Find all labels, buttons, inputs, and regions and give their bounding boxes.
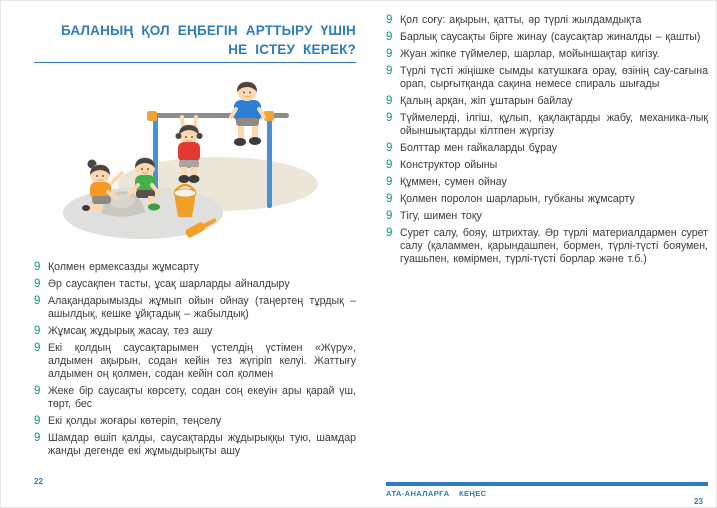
list-item: [386, 142, 708, 155]
list-item: [34, 261, 356, 274]
page-number-left: 22: [34, 477, 43, 486]
list-item-text: Екі қолдың саусақтарымен үстелдің үстімен «Жүру», алдымен ақырын, содан кейін тез жүгіріп келуі. Жаттығу алдымен оң қолмен, содан кейін сол қолмен: [48, 342, 356, 380]
list-item: [386, 112, 708, 138]
list-item-text: Болттар мен гайкаларды бұрау: [400, 142, 558, 154]
list-item-text: Әр саусақпен тасты, ұсақ шарларды айналдыру: [48, 278, 290, 290]
bullet-9-marker: 9: [386, 227, 393, 239]
list-item-text: Сурет салу, бояу, штрихтау. Әр түрлі материалдармен сурет салу (қаламмен, қарындашпен, бормен, түрлі-түсті бояумен, гуашьпен, көмірмен, түрлі-түсті борлар және т.б.): [400, 227, 708, 265]
list-item: [386, 210, 708, 223]
footer-rule: [386, 482, 708, 486]
bullet-9-marker: 9: [34, 385, 41, 397]
list-item-text: Алақандарымызды жұмып ойын ойнау (таңертең тұрдық – ашылдық, кешке ұйқтадық – жабылдық): [48, 295, 356, 320]
title-underline: [34, 62, 356, 63]
bullet-9-marker: 9: [34, 261, 41, 273]
bullet-9-marker: 9: [386, 159, 393, 171]
bullet-9-marker: 9: [386, 176, 393, 188]
bullet-9-marker: 9: [386, 193, 393, 205]
list-item: [386, 14, 708, 27]
list-item-text: Құммен, сумен ойнау: [400, 176, 507, 188]
list-item-text: Барлық саусақты бірге жинау (саусақтар жиналды – қашты): [400, 31, 701, 43]
list-item: [386, 48, 708, 61]
list-item: [34, 342, 356, 381]
page-number-right: 23: [694, 497, 703, 506]
list-item-text: Конструктор ойыны: [400, 159, 498, 171]
page-left: [34, 21, 356, 462]
list-item: [34, 415, 356, 428]
list-item-text: Екі қолды жоғары көтеріп, теңселу: [48, 415, 222, 427]
bullet-9-marker: 9: [386, 48, 393, 60]
list-item: [386, 95, 708, 108]
playground-scene-svg: [55, 80, 335, 250]
list-item: [386, 65, 708, 91]
list-item-text: Жұмсақ жұдырық жасау, тез ашу: [48, 325, 213, 337]
bullet-9-marker: 9: [386, 95, 393, 107]
list-item: [386, 176, 708, 189]
list-item-text: Қалың арқан, жіп ұштарын байлау: [400, 95, 573, 107]
activity-list-left: [34, 261, 356, 458]
bullet-9-marker: 9: [34, 325, 41, 337]
bullet-9-marker: 9: [34, 342, 41, 354]
list-item: [386, 31, 708, 44]
list-item-text: Жеке бір саусақты көрсету, содан соң екеуін ары қарай үш, төрт, бес: [48, 385, 356, 410]
list-item: [386, 159, 708, 172]
list-item: [34, 278, 356, 291]
boy-blue-on-bar: [231, 81, 264, 146]
list-item: [34, 432, 356, 458]
children-playground-illustration: [55, 80, 335, 250]
list-item-text: Түймелерді, ілгіш, құлып, қақлақтарды жабу, механика-лық ойыншықтарды кілтпен жүргізу: [400, 112, 708, 137]
bucket: [174, 185, 196, 217]
bullet-9-marker: 9: [386, 31, 393, 43]
bullet-9-marker: 9: [34, 295, 41, 307]
list-item-text: Тігу, шимен тоқу: [400, 210, 482, 222]
list-item-text: Қол соғу: ақырын, қатты, әр түрлі жылдамдықта: [400, 14, 642, 26]
list-item: [386, 227, 708, 266]
bullet-9-marker: 9: [34, 278, 41, 290]
list-item: [386, 193, 708, 206]
list-item: [34, 385, 356, 411]
list-item-text: Қолмен поролон шарларын, губканы жұмсарту: [400, 193, 635, 205]
list-item-text: Шамдар өшіп қалды, саусақтарды жұдырыққы тую, шамдар жанды дегенде екі жұмыдырықты ашу: [48, 432, 356, 457]
list-item: [34, 295, 356, 321]
bullet-9-marker: 9: [386, 65, 393, 77]
bullet-9-marker: 9: [386, 14, 393, 26]
page-title: БАЛАНЫҢ ҚОЛ ЕҢБЕГІН АРТТЫРУ ҮШІН НЕ ІСТЕУ КЕРЕК?: [60, 23, 356, 57]
bullet-9-marker: 9: [386, 142, 393, 154]
activity-list-right: [386, 14, 708, 266]
list-item-text: Қолмен ермексазды жұмсарту: [48, 261, 199, 273]
bullet-9-marker: 9: [34, 415, 41, 427]
page-right: [386, 14, 708, 270]
bullet-9-marker: 9: [386, 210, 393, 222]
bullet-9-marker: 9: [386, 112, 393, 124]
list-item-text: Жуан жіпке түймелер, шарлар, мойыншақтар кигізу.: [400, 48, 660, 60]
list-item: [34, 325, 356, 338]
footer-section-label: АТА-АНАЛАРҒА КЕҢЕС: [386, 489, 487, 498]
bullet-9-marker: 9: [34, 432, 41, 444]
list-item-text: Түрлі түсті жіңішке сымды катушкаға орау, өзінің сау-сағына орап, сырғытқанда сақина немесе спираль шығады: [400, 65, 708, 90]
